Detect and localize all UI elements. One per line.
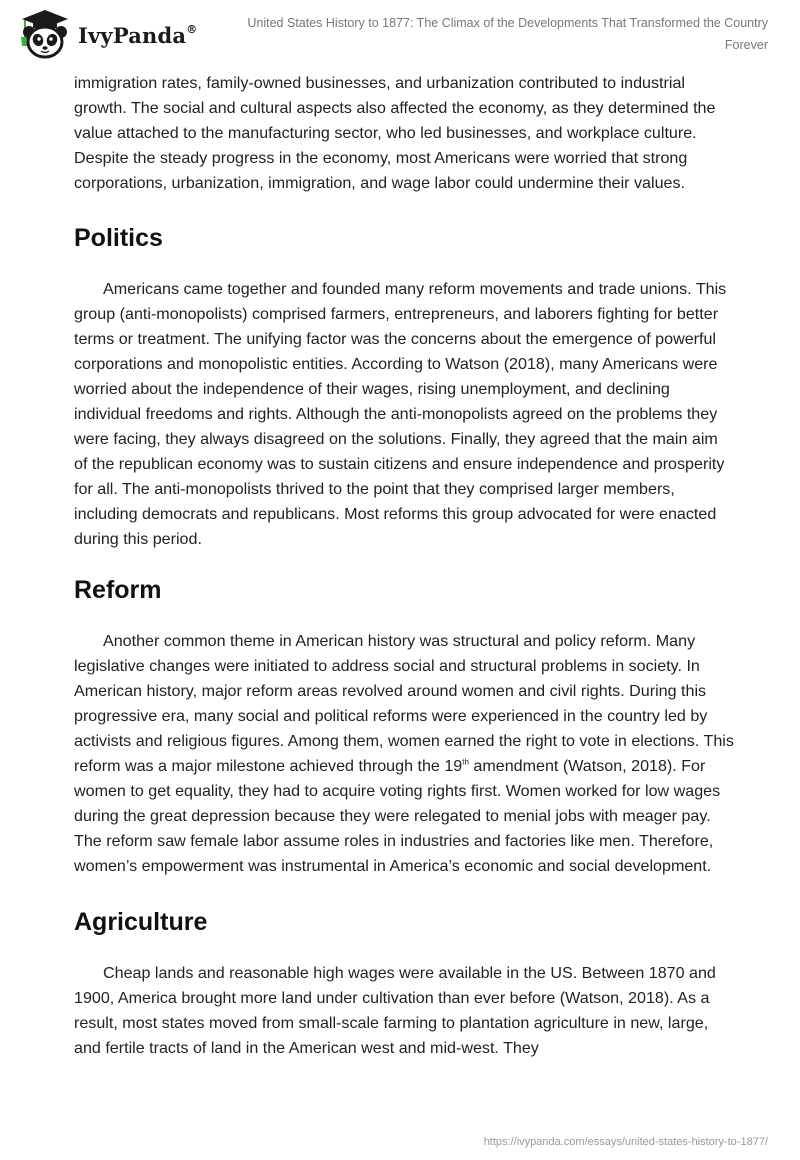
source-url-link[interactable]: https://ivypanda.com/essays/united-states-history-to-1877/ xyxy=(483,1136,768,1148)
politics-heading: Politics xyxy=(74,224,163,252)
politics-paragraph: Americans came together and founded many reform movements and trade unions. This group (anti-monopolists) comprised farmers, entrepreneurs, and laborers fighting for better terms or treatment. The unifying factor was the concerns about the emergence of powerful corporations and monopolistic entities. According to Watson (2018), many Americans were worried about the independence of their wages, rising unemployment, and declining individual freedoms and rights. Although the anti-monopolists agreed on the problems they were facing, they always disagreed on the solutions. Finally, they agreed that the main aim of the republican economy was to sustain citizens and ensure independence and prosperity for all. The anti-monopolists thrived to the point that they comprised larger members, including democrats and republicans. Most reforms this group advocated for were enacted during this period. xyxy=(74,280,727,548)
agriculture-paragraph: Cheap lands and reasonable high wages were available in the US. Between 1870 and 1900, America brought more land under cultivation than ever before (Watson, 2018). As a result, most states moved from small-scale farming to plantation agriculture in new, large, and fertile tracts of land in the American west and mid-west. They xyxy=(74,964,716,1057)
reform-text-part-1: Another common theme in American history was structural and policy reform. Many legislative changes were initiated to address social and structural problems in society. In American history, major reform areas revolved around women and civil rights. During this progressive era, many social and political reforms were experienced in the country led by activists and religious figures. Among them, women earned the right to vote in elections. This reform was a major milestone achieved through the 19 xyxy=(74,632,734,775)
document-title: United States History to 1877: The Climax of the Developments That Transformed the Country Forever xyxy=(247,16,768,52)
reform-text-part-2: amendment (Watson, 2018). For women to get equality, they had to acquire voting rights first. Women worked for low wages during the great depression because they were relegated to menial jobs with meager pay. The reform saw female labor assume roles in industries and factories like men. Therefore, women’s empowerment was instrumental in America’s economic and social development. xyxy=(74,757,721,875)
registered-mark: ® xyxy=(186,22,198,36)
brand-logo[interactable] xyxy=(14,8,197,60)
reform-heading: Reform xyxy=(74,576,162,604)
panda-graduate-icon xyxy=(14,8,74,60)
reform-paragraph xyxy=(74,629,734,879)
brand-name: IvyPanda® xyxy=(78,22,198,48)
ordinal-superscript: th xyxy=(462,757,469,767)
essay-content xyxy=(74,71,734,1061)
intro-paragraph-tail: immigration rates, family-owned businesses, and urbanization contributed to industrial growth. The social and cultural aspects also affected the economy, as they determined the value attached to the manufacturing sector, who led businesses, and workplace culture. Despite the steady progress in the economy, most Americans were worried that strong corporations, urbanization, immigration, and wage labor could undermine their values. xyxy=(74,74,716,192)
page-header xyxy=(0,0,800,70)
agriculture-heading: Agriculture xyxy=(74,908,208,936)
